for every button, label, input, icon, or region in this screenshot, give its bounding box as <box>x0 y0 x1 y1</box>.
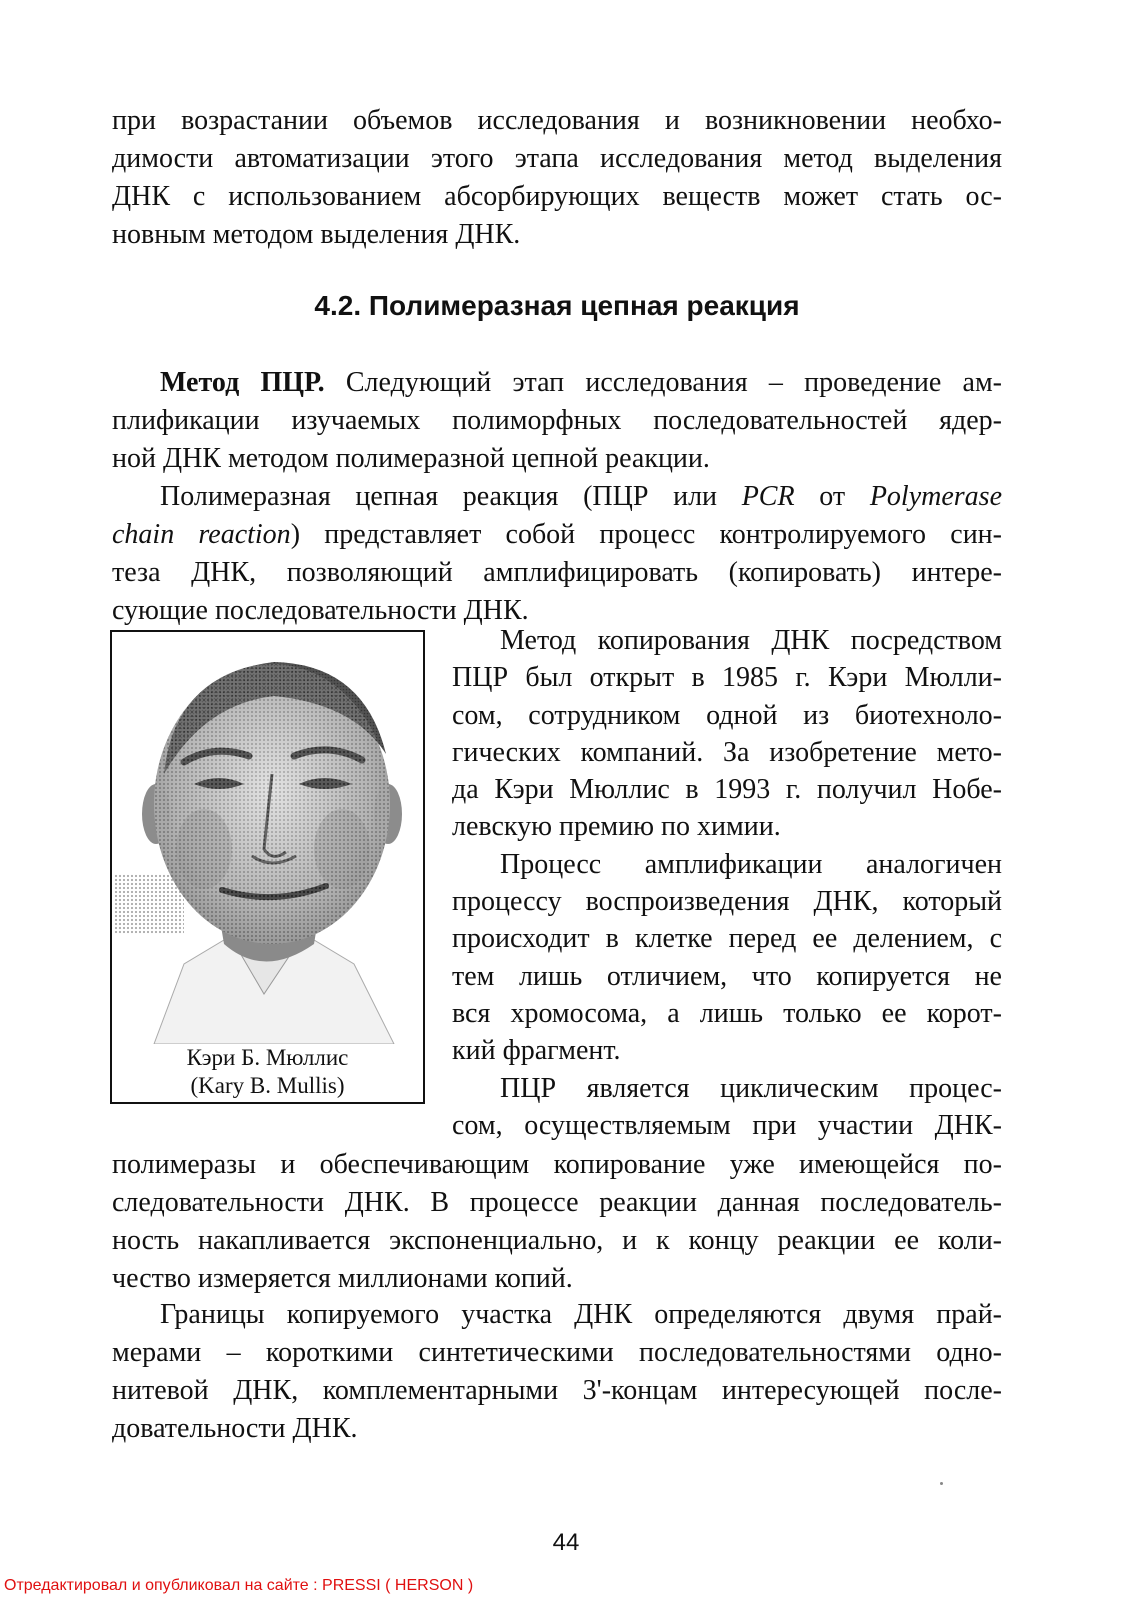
print-speck <box>940 1482 943 1485</box>
method-paragraph <box>112 364 1002 478</box>
text-line: нитевой ДНК, комплементарными 3'-концам интересующей после- <box>112 1375 1002 1406</box>
method-lead: Метод ПЦР. <box>160 367 325 398</box>
text-line: сующие последовательности ДНК. <box>112 595 529 626</box>
text-line: кий фрагмент. <box>452 1035 621 1067</box>
text-line: довательности ДНК. <box>112 1413 358 1444</box>
text-line: ПЦР был открыт в 1985 г. Кэри Мюлли- <box>452 662 1002 694</box>
text-line: ДНК с использованием абсорбирующих веществ может стать ос- <box>112 181 1002 212</box>
text-line: плификации изучаемых полиморфных последовательностей ядер- <box>112 405 1002 436</box>
continued-paragraph <box>112 1146 1002 1298</box>
text-line: происходит в клетке перед ее делением, с <box>452 923 1002 955</box>
text-line: левскую премию по химии. <box>452 811 781 843</box>
text-line: сом, сотрудником одной из биотехноло- <box>452 699 1002 731</box>
text-line: тем лишь отличием, что копируется не <box>452 960 1002 992</box>
caption-russian: Кэри Б. Мюллис <box>186 1045 349 1070</box>
portrait-photo <box>114 634 421 1044</box>
right-column-text <box>452 622 1002 1144</box>
pcr-l2b: ) представляет собой процесс контролируемого син- <box>290 519 1002 550</box>
text-line <box>112 516 1002 554</box>
text-line: Метод копирования ДНК посредством <box>500 625 1002 656</box>
primers-paragraph <box>112 1296 1002 1448</box>
text-line: полимеразы и обеспечивающим копирование уже имеющейся по- <box>112 1149 1002 1180</box>
text-line: да Кэри Мюллис в 1993 г. получил Нобе- <box>452 774 1002 806</box>
text-line: гических компаний. За изобретение мето- <box>452 736 1002 768</box>
portrait-figure <box>110 630 425 1104</box>
pcr-polymerase: Polymerase <box>869 481 1002 512</box>
text-line: ПЦР является циклическим процес- <box>500 1072 1002 1104</box>
pcr-l1b: от <box>794 481 870 512</box>
text-line: ной ДНК методом полимеразной цепной реакции. <box>112 443 710 474</box>
pcr-l1a: Полимеразная цепная реакция (ПЦР или <box>160 481 742 512</box>
pcr-chain-reaction: chain reaction <box>112 519 291 550</box>
text-line: чество измеряется миллионами копий. <box>112 1263 573 1294</box>
publisher-footer-note: Отредактировал и опубликовал на сайте : PRESSI ( HERSON ) <box>4 1577 474 1594</box>
pcr-definition-paragraph <box>112 478 1002 630</box>
intro-paragraph <box>112 102 1002 254</box>
section-heading: 4.2. Полимеразная цепная реакция <box>314 290 800 321</box>
text-line <box>112 478 1002 516</box>
text-line: следовательности ДНК. В процессе реакции данная последователь- <box>112 1187 1002 1218</box>
text-line: при возрастании объемов исследования и возникновении необхо- <box>112 105 1002 136</box>
text-line: Границы копируемого участка ДНК определяются двумя прай- <box>160 1299 1002 1330</box>
text-line: вся хромосома, а лишь только ее корот- <box>452 997 1002 1029</box>
text-line: сом, осуществляемым при участии ДНК- <box>452 1109 1002 1141</box>
figure-caption <box>112 1044 423 1100</box>
text-line: Процесс амплификации аналогичен <box>500 848 1002 880</box>
text-line: мерами – короткими синтетическими последовательностями одно- <box>112 1337 1002 1368</box>
method-line1: Следующий этап исследования – проведение ам- <box>324 367 1002 398</box>
text-line: процессу воспроизведения ДНК, который <box>452 886 1002 918</box>
text-line: теза ДНК, позволяющий амплифицировать (копировать) интере- <box>112 557 1002 588</box>
caption-english: (Kary B. Mullis) <box>190 1073 345 1098</box>
text-line <box>112 364 1002 402</box>
text-line: ность накапливается экспоненциально, и к концу реакции ее коли- <box>112 1225 1002 1256</box>
page-number: 44 <box>552 1529 580 1556</box>
text-line: новным методом выделения ДНК. <box>112 219 521 250</box>
text-line: димости автоматизации этого этапа исследования метод выделения <box>112 143 1002 174</box>
pcr-abbrev: PCR <box>741 481 795 512</box>
